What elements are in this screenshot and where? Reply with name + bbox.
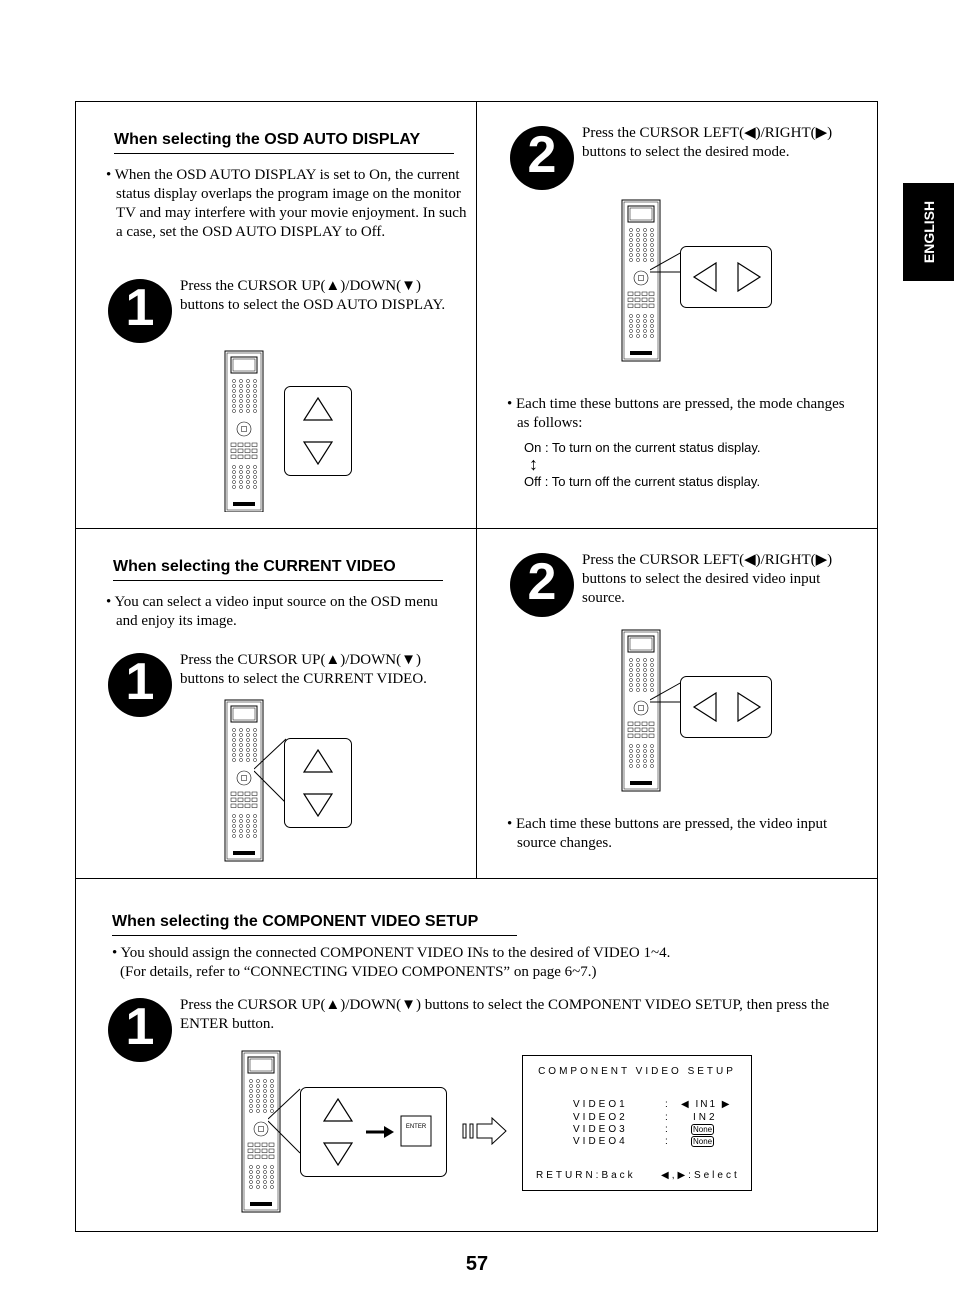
cursor-up-down-enter-buttons — [300, 1087, 447, 1177]
current-video-description: • You can select a video input source on the OSD menu and enjoy its image. — [106, 594, 438, 629]
osd-row-label: VIDEO4 — [573, 1136, 628, 1147]
osd-row-value: None — [693, 1137, 713, 1146]
divider — [476, 101, 477, 878]
leader-line — [268, 1087, 302, 1157]
osd-auto-step1-text: Press the CURSOR UP(▲)/DOWN(▼) buttons to select the OSD AUTO DISPLAY. — [180, 278, 446, 313]
cursor-up-down-buttons — [284, 386, 352, 476]
remote-control-illustration — [621, 199, 661, 362]
step-2-badge: 2 — [510, 126, 574, 190]
enter-button: ENTER — [405, 1124, 427, 1130]
leader-line — [254, 737, 288, 807]
section-heading-osd-auto: When selecting the OSD AUTO DISPLAY — [114, 131, 454, 154]
step-1-badge: 1 — [108, 279, 172, 343]
osd-title: COMPONENT VIDEO SETUP — [538, 1066, 736, 1077]
osd-row-separator: : — [665, 1099, 671, 1110]
osd-component-video-setup-screen — [522, 1055, 752, 1191]
component-description-line1: • You should assign the connected COMPONENT VIDEO INs to the desired of VIDEO 1~4. — [112, 945, 671, 961]
osd-row-separator: : — [665, 1112, 671, 1123]
osd-footer-return: RETURN:Back — [536, 1170, 636, 1181]
current-video-step2-text: Press the CURSOR LEFT(◀)/RIGHT(▶) buttons to select the desired video input source. — [582, 552, 833, 606]
leader-line — [650, 246, 684, 276]
cursor-left-right-buttons — [680, 676, 772, 738]
section-heading-current-video: When selecting the CURRENT VIDEO — [113, 558, 443, 581]
osd-row-label: VIDEO3 — [573, 1124, 628, 1135]
osd-auto-description: • When the OSD AUTO DISPLAY is set to On, the current status display overlaps the program image on the monitor TV and may interfere with your movie enjoyment. In such a case, set the OSD AUTO DISPLAY to Off. — [106, 167, 467, 240]
section-heading-component: When selecting the COMPONENT VIDEO SETUP — [112, 913, 517, 936]
page-number: 57 — [465, 1253, 489, 1275]
cursor-left-right-buttons — [680, 246, 772, 308]
osd-footer-select: ◀,▶:Select — [661, 1170, 740, 1181]
osd-auto-step2-text: Press the CURSOR LEFT(◀)/RIGHT(▶) buttons to select the desired mode. — [582, 125, 833, 160]
remote-body — [622, 200, 660, 361]
language-tab: ENGLISH — [903, 183, 954, 281]
remote-control-illustration — [621, 629, 661, 792]
component-step1-text: Press the CURSOR UP(▲)/DOWN(▼) buttons to select the COMPONENT VIDEO SETUP, then press the ENTER button. — [180, 997, 830, 1032]
cursor-up-down-buttons — [284, 738, 352, 828]
step-1-badge: 1 — [108, 653, 172, 717]
osd-row-value: None — [693, 1125, 713, 1134]
option-on: On : To turn on the current status display. — [524, 440, 761, 455]
osd-row-value: ◀ IN1 ▶ — [681, 1099, 732, 1110]
osd-row-separator: : — [665, 1124, 671, 1135]
current-video-note: • Each time these buttons are pressed, the video input source changes. — [507, 816, 828, 851]
leader-line — [650, 676, 684, 706]
remote-body — [622, 630, 660, 791]
remote-body — [225, 351, 263, 512]
current-video-step1-text: Press the CURSOR UP(▲)/DOWN(▼) buttons to select the CURRENT VIDEO. — [180, 652, 427, 687]
osd-auto-note: • Each time these buttons are pressed, the mode changes as follows: — [507, 396, 845, 431]
osd-row-separator: : — [665, 1136, 671, 1147]
osd-row-label: VIDEO1 — [573, 1099, 628, 1110]
step-2-badge: 2 — [510, 553, 574, 617]
component-description-line2: (For details, refer to “CONNECTING VIDEO COMPONENTS” on page 6~7.) — [120, 964, 597, 980]
arrow-right-icon — [462, 1117, 508, 1145]
osd-row-value: IN2 — [693, 1112, 718, 1123]
osd-row-label: VIDEO2 — [573, 1112, 628, 1123]
divider — [75, 878, 878, 879]
toggle-arrow-icon: ↕ — [529, 454, 538, 474]
step-1-badge: 1 — [108, 998, 172, 1062]
option-off: Off : To turn off the current status display. — [524, 474, 761, 489]
